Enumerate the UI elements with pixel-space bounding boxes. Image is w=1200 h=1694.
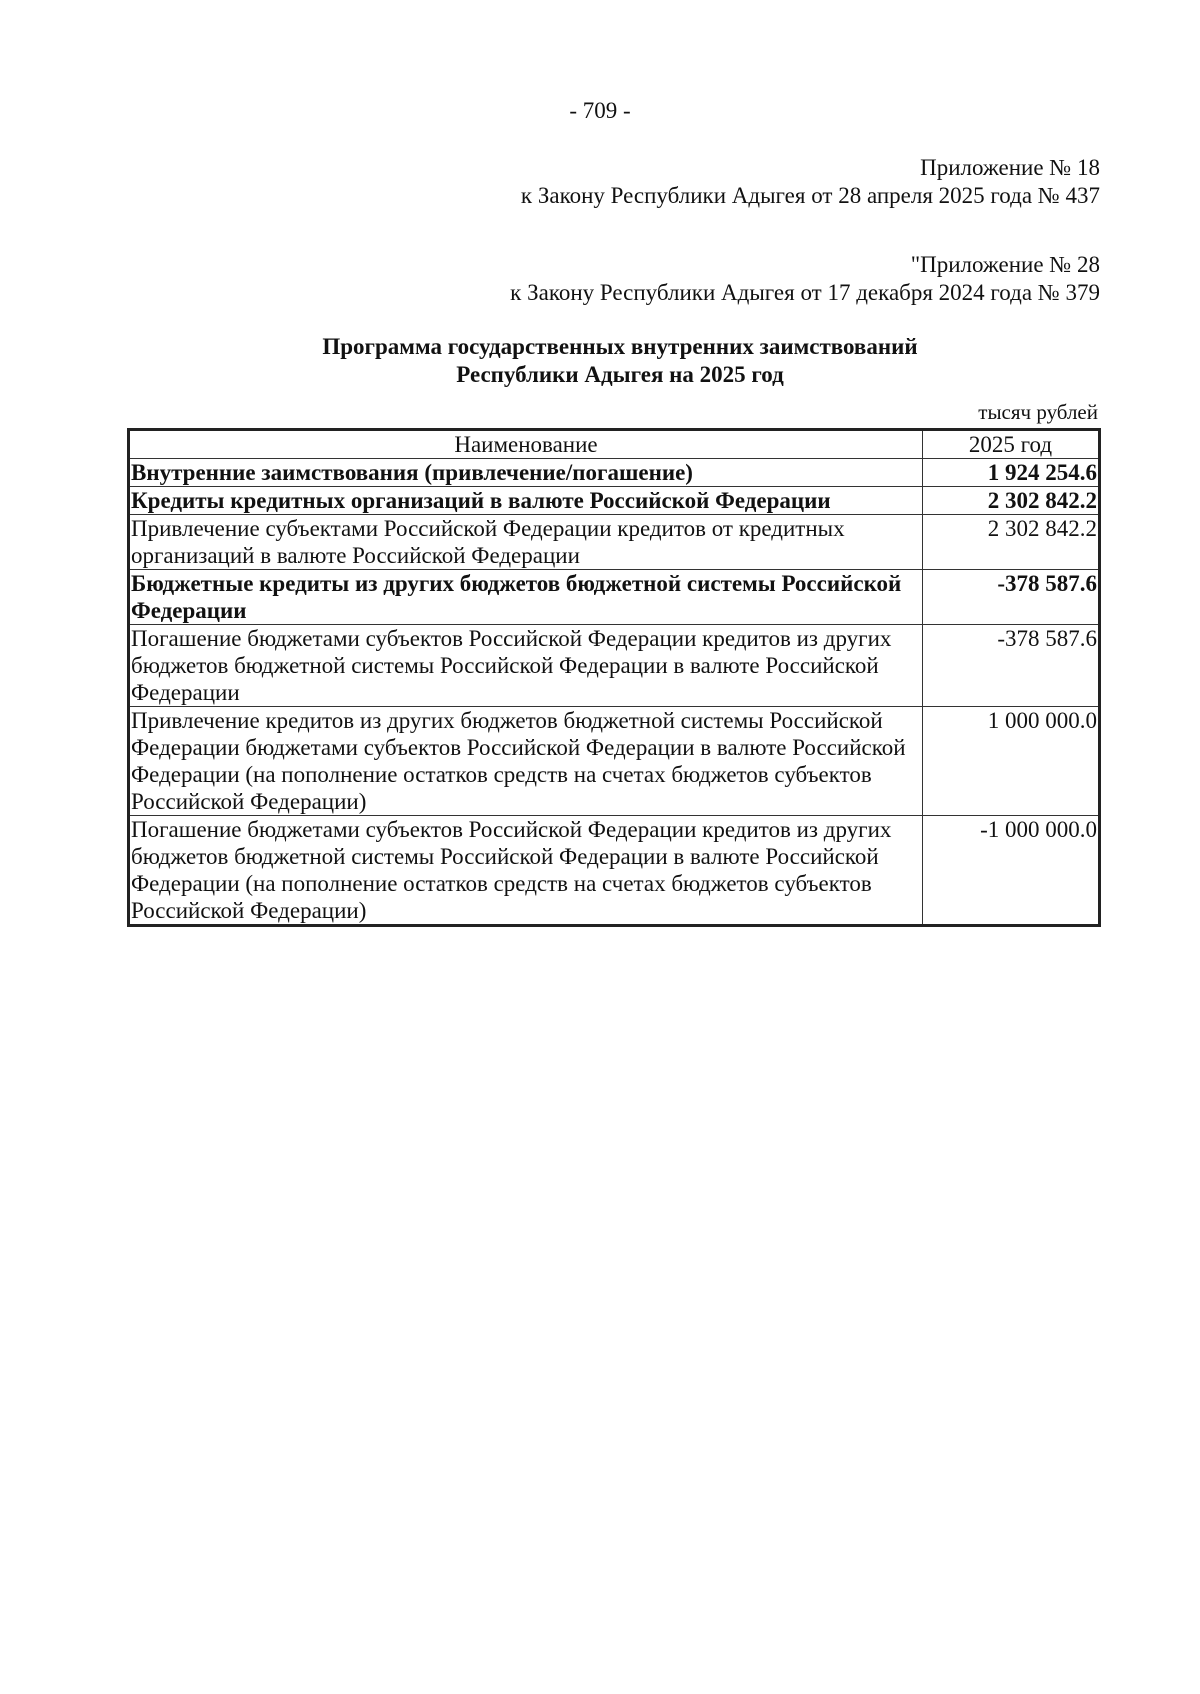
table-row <box>129 625 1100 707</box>
header-name: Наименование <box>129 430 923 459</box>
row-value: 1 924 254.6 <box>923 459 1100 487</box>
row-name: Погашение бюджетами субъектов Российской Федерации кредитов из других бюджетов бюджетной системы Российской Федерации в валюте Российской Федерации <box>129 625 923 707</box>
title-line-1: Программа государственных внутренних заимствований <box>322 334 918 359</box>
annex-current-number: Приложение № 18 <box>920 155 1100 180</box>
document-title <box>0 333 1200 389</box>
annex-current-law: к Закону Республики Адыгея от 28 апреля 2025 года № 437 <box>520 183 1100 208</box>
borrowing-table <box>127 428 1101 927</box>
table-header-row <box>129 430 1100 459</box>
row-value: -378 587.6 <box>923 570 1100 625</box>
row-value: 2 302 842.2 <box>923 515 1100 570</box>
row-name: Привлечение кредитов из других бюджетов бюджетной системы Российской Федерации бюджетами субъектов Российской Федерации в валюте Российской Федерации (на пополнение остатков средств на счетах бюджетов субъектов Российской Федерации) <box>129 707 923 816</box>
annex-current <box>521 154 1100 210</box>
opening-quote: " <box>910 252 921 277</box>
row-value: 2 302 842.2 <box>923 487 1100 515</box>
row-name: Привлечение субъектами Российской Федерации кредитов от кредитных организаций в валюте Российской Федерации <box>129 515 923 570</box>
row-value: -1 000 000.0 <box>923 816 1100 926</box>
annex-original-number: Приложение № 28 <box>920 252 1100 277</box>
table-row <box>129 459 1100 487</box>
annex-original-law: к Закону Республики Адыгея от 17 декабря 2024 года № 379 <box>510 280 1100 305</box>
title-line-2: Республики Адыгея на 2025 год <box>456 362 784 387</box>
page-number: - 709 - <box>569 98 631 123</box>
table-row <box>129 515 1100 570</box>
header-year: 2025 год <box>923 430 1100 459</box>
table-row <box>129 707 1100 816</box>
table-row <box>129 487 1100 515</box>
row-value: 1 000 000.0 <box>923 707 1100 816</box>
table-row <box>129 570 1100 625</box>
annex-original <box>510 251 1100 307</box>
row-value: -378 587.6 <box>923 625 1100 707</box>
row-name: Кредиты кредитных организаций в валюте Российской Федерации <box>129 487 923 515</box>
units-label: тысяч рублей <box>978 400 1098 424</box>
row-name: Внутренние заимствования (привлечение/погашение) <box>129 459 923 487</box>
row-name: Погашение бюджетами субъектов Российской Федерации кредитов из других бюджетов бюджетной системы Российской Федерации в валюте Российской Федерации (на пополнение остатков средств на счетах бюджетов субъектов Российской Федерации) <box>129 816 923 926</box>
table-row <box>129 816 1100 926</box>
row-name: Бюджетные кредиты из других бюджетов бюджетной системы Российской Федерации <box>129 570 923 625</box>
